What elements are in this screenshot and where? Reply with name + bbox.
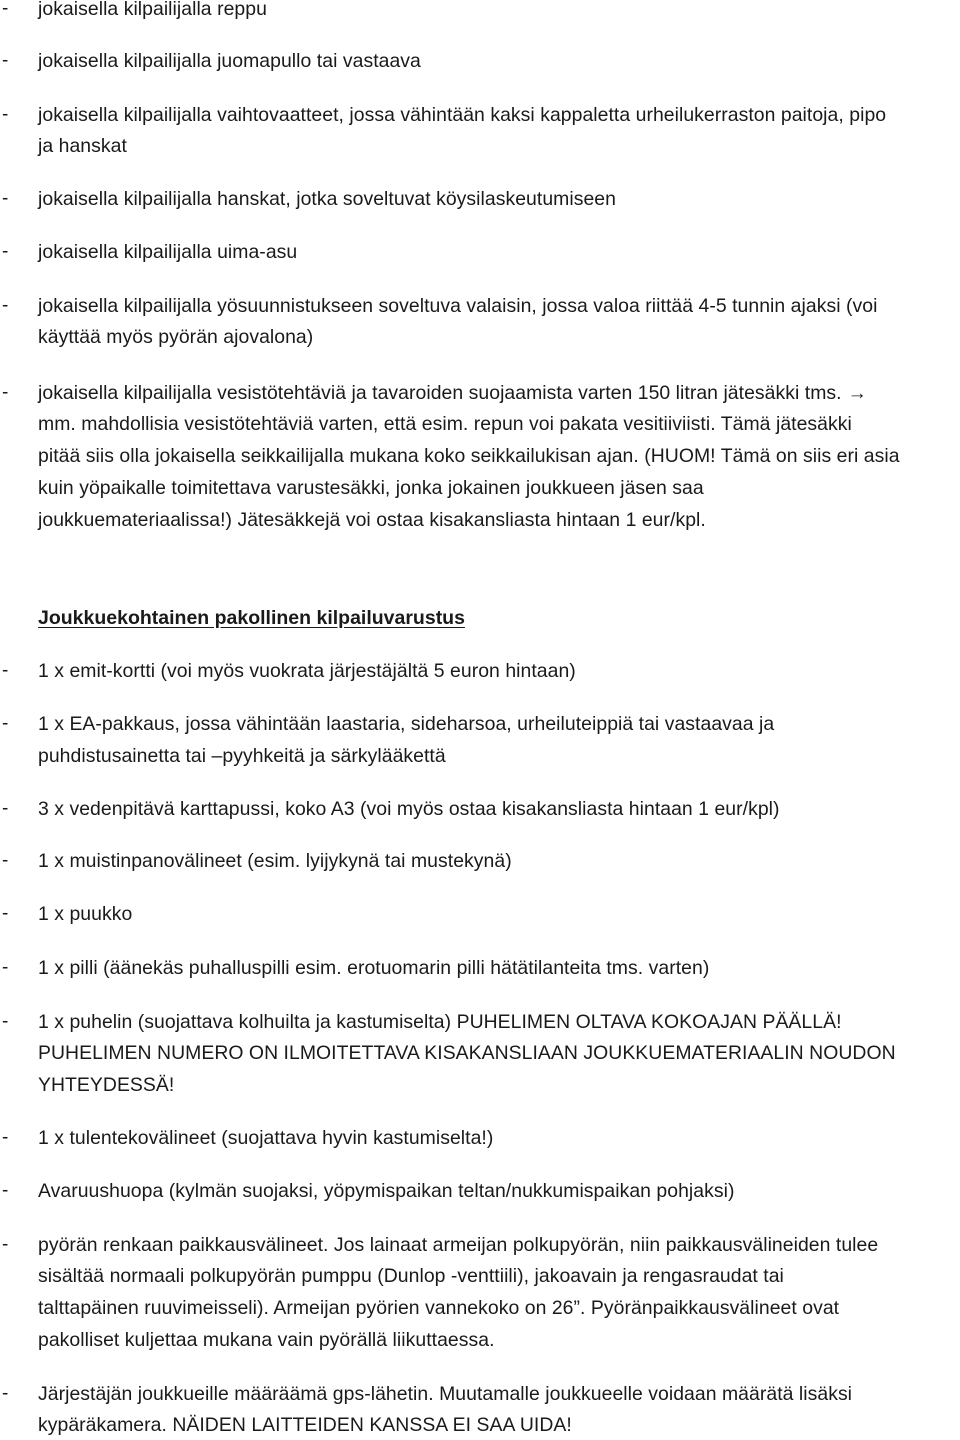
list-item-text: YHTEYDESSÄ! xyxy=(38,1074,175,1096)
list-item-text-content: jokaisella kilpailijalla vesistötehtäviä ja tavaroiden suojaamista varten 150 litran jätesäkki tms. xyxy=(38,382,842,404)
bullet-dash: - xyxy=(2,903,9,924)
bullet-dash: - xyxy=(2,957,9,978)
bullet-dash: - xyxy=(2,713,9,734)
list-item-text: pitää siis olla jokaisella seikkailijalla mukana koko seikkailukisan ajan. (HUOM! Tämä on siis eri asia xyxy=(38,445,900,467)
bullet-dash: - xyxy=(2,382,9,403)
bullet-dash: - xyxy=(2,660,9,681)
list-item-text: talttapäinen ruuvimeisseli). Armeijan pyörien vannekoko on 26”. Pyöränpaikkausvälineet ovat xyxy=(38,1297,840,1319)
list-item-text: pyörän renkaan paikkausvälineet. Jos lainaat armeijan polkupyörän, niin paikkausvälineiden tulee xyxy=(38,1234,879,1256)
bullet-dash: - xyxy=(2,1127,9,1148)
list-item-text: 1 x puhelin (suojattava kolhuilta ja kastumiselta) PUHELIMEN OLTAVA KOKOAJAN PÄÄLLÄ! xyxy=(38,1011,842,1033)
list-item-text: jokaisella kilpailijalla juomapullo tai vastaava xyxy=(38,50,421,72)
bullet-dash: - xyxy=(2,850,9,871)
list-item-text: 1 x puukko xyxy=(38,903,133,925)
bullet-dash: - xyxy=(2,295,9,316)
list-item-text: PUHELIMEN NUMERO ON ILMOITETTAVA KISAKANSLIAAN JOUKKUEMATERIAALIN NOUDON xyxy=(38,1042,896,1064)
list-item-text: 1 x tulentekovälineet (suojattava hyvin kastumiselta!) xyxy=(38,1127,494,1149)
arrow-right-icon: → xyxy=(847,382,868,404)
list-item-text: jokaisella kilpailijalla yösuunnistukseen soveltuva valaisin, jossa valoa riittää 4-5 tunnin ajaksi (voi xyxy=(38,295,878,317)
list-item-text: 1 x muistinpanovälineet (esim. lyijykynä tai mustekynä) xyxy=(38,850,512,872)
list-item-text: käyttää myös pyörän ajovalona) xyxy=(38,326,314,348)
list-item-text: ja hanskat xyxy=(38,135,127,157)
list-item-text: jokaisella kilpailijalla vaihtovaatteet, jossa vähintään kaksi kappaletta urheilukerraston paitoja, pipo xyxy=(38,104,887,126)
list-item-text: pakolliset kuljettaa mukana vain pyörällä liikuttaessa. xyxy=(38,1329,495,1351)
bullet-dash: - xyxy=(2,1234,9,1255)
list-item-text: 1 x pilli (äänekäs puhalluspilli esim. erotuomarin pilli hätätilanteita tms. varten) xyxy=(38,957,710,979)
list-item-text: jokaisella kilpailijalla reppu xyxy=(38,0,267,20)
list-item-text: 1 x EA-pakkaus, jossa vähintään laastaria, sideharsoa, urheiluteippiä tai vastaavaa ja xyxy=(38,713,775,735)
list-item-text: kuin yöpaikalle toimitettava varustesäkki, jonka jokainen joukkueen jäsen saa xyxy=(38,477,704,499)
list-item-text: 3 x vedenpitävä karttapussi, koko A3 (voi myös ostaa kisakansliasta hintaan 1 eur/kpl) xyxy=(38,798,780,820)
list-item-text xyxy=(38,378,867,408)
bullet-dash: - xyxy=(2,1180,9,1201)
list-item-text: sisältää normaali polkupyörän pumppu (Dunlop -venttiili), jakoavain ja rengasraudat tai xyxy=(38,1265,784,1287)
bullet-dash: - xyxy=(2,104,9,125)
section-heading: Joukkuekohtainen pakollinen kilpailuvarustus xyxy=(38,607,465,629)
bullet-dash: - xyxy=(2,1383,9,1404)
list-item-text: 1 x emit-kortti (voi myös vuokrata järjestäjältä 5 euron hintaan) xyxy=(38,660,576,682)
list-item-text: Järjestäjän joukkueille määräämä gps-lähetin. Muutamalle joukkueelle voidaan määrätä lisäksi xyxy=(38,1383,853,1405)
list-item-text: joukkuemateriaalissa!) Jätesäkkejä voi ostaa kisakansliasta hintaan 1 eur/kpl. xyxy=(38,509,706,531)
list-item-text: kypäräkamera. NÄIDEN LAITTEIDEN KANSSA EI SAA UIDA! xyxy=(38,1414,572,1436)
list-item-text: puhdistusainetta tai –pyyhkeitä ja särkylääkettä xyxy=(38,745,446,767)
bullet-dash: - xyxy=(2,0,9,19)
bullet-dash: - xyxy=(2,188,9,209)
bullet-dash: - xyxy=(2,1011,9,1032)
list-item-text: Avaruushuopa (kylmän suojaksi, yöpymispaikan teltan/nukkumispaikan pohjaksi) xyxy=(38,1180,735,1202)
list-item-text: mm. mahdollisia vesistötehtäviä varten, että esim. repun voi pakata vesitiiviisti. Tämä jätesäkki xyxy=(38,413,852,435)
bullet-dash: - xyxy=(2,241,9,262)
list-item-text: jokaisella kilpailijalla uima-asu xyxy=(38,241,298,263)
bullet-dash: - xyxy=(2,50,9,71)
list-item-text: jokaisella kilpailijalla hanskat, jotka soveltuvat köysilaskeutumiseen xyxy=(38,188,616,210)
bullet-dash: - xyxy=(2,798,9,819)
